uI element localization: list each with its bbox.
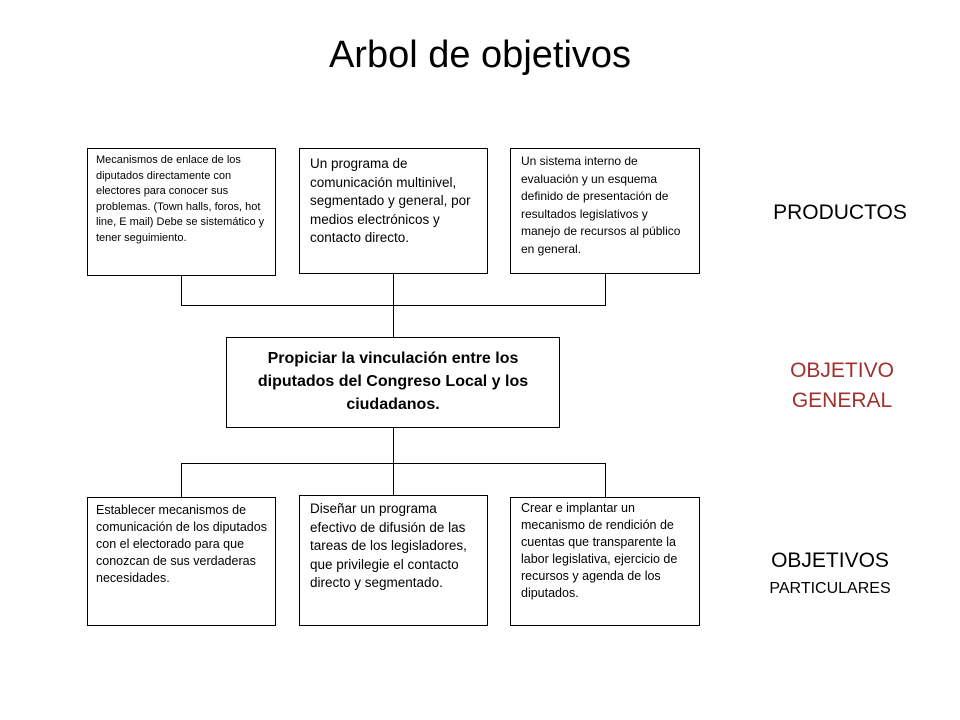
- objetivo-general-label-line2: GENERAL: [791, 389, 893, 412]
- producto-box-2: [299, 148, 488, 274]
- producto-box-1: [87, 148, 276, 276]
- objetivo-general-label: [742, 356, 942, 416]
- slide-title: Arbol de objetivos: [328, 34, 632, 76]
- objetivos-particulares-label: [730, 546, 930, 602]
- objetivo-general-text: Propiciar la vinculación entre los diputados del Congreso Local y los ciudadanos.: [257, 350, 529, 413]
- objetivo-particular-text-2: Diseñar un programa efectivo de difusión de las tareas de los legisladores, que privilegie el contacto directo y segmentado.: [310, 501, 467, 590]
- objetivos-particulares-label-line1: OBJETIVOS: [771, 549, 889, 572]
- objetivo-general-box: [226, 337, 560, 428]
- producto-text-2: Un programa de comunicación multinivel, segmentado y general, por medios electrónicos y contacto directo.: [310, 156, 471, 245]
- objetivo-particular-box-2: [299, 495, 488, 626]
- objetivo-particular-box-3: [510, 497, 700, 626]
- objetivo-particular-text-1: Establecer mecanismos de comunicación de los diputados con el electorado para que conozcan de sus verdaderas necesidades.: [96, 503, 267, 585]
- objetivo-particular-text-3: Crear e implantar un mecanismo de rendición de cuentas que transparente la labor legislativa, ejercicio de recursos y agenda de los diputados.: [521, 501, 678, 600]
- producto-text-1: Mecanismos de enlace de los diputados directamente con electores para conocer sus problemas. (Town halls, foros, hot line, E mail) Debe se sistemático y tener seguimiento.: [96, 154, 265, 244]
- producto-box-3: [510, 148, 700, 274]
- objetivo-general-label-line1: OBJETIVO: [790, 359, 894, 382]
- productos-label: [740, 198, 940, 228]
- objetivos-particulares-label-line2: PARTICULARES: [769, 580, 891, 597]
- objetivo-particular-box-1: [87, 497, 276, 626]
- producto-text-3: Un sistema interno de evaluación y un esquema definido de presentación de resultados legislativos y manejo de recursos al público en general.: [521, 154, 681, 256]
- productos-label-text: PRODUCTOS: [773, 201, 907, 224]
